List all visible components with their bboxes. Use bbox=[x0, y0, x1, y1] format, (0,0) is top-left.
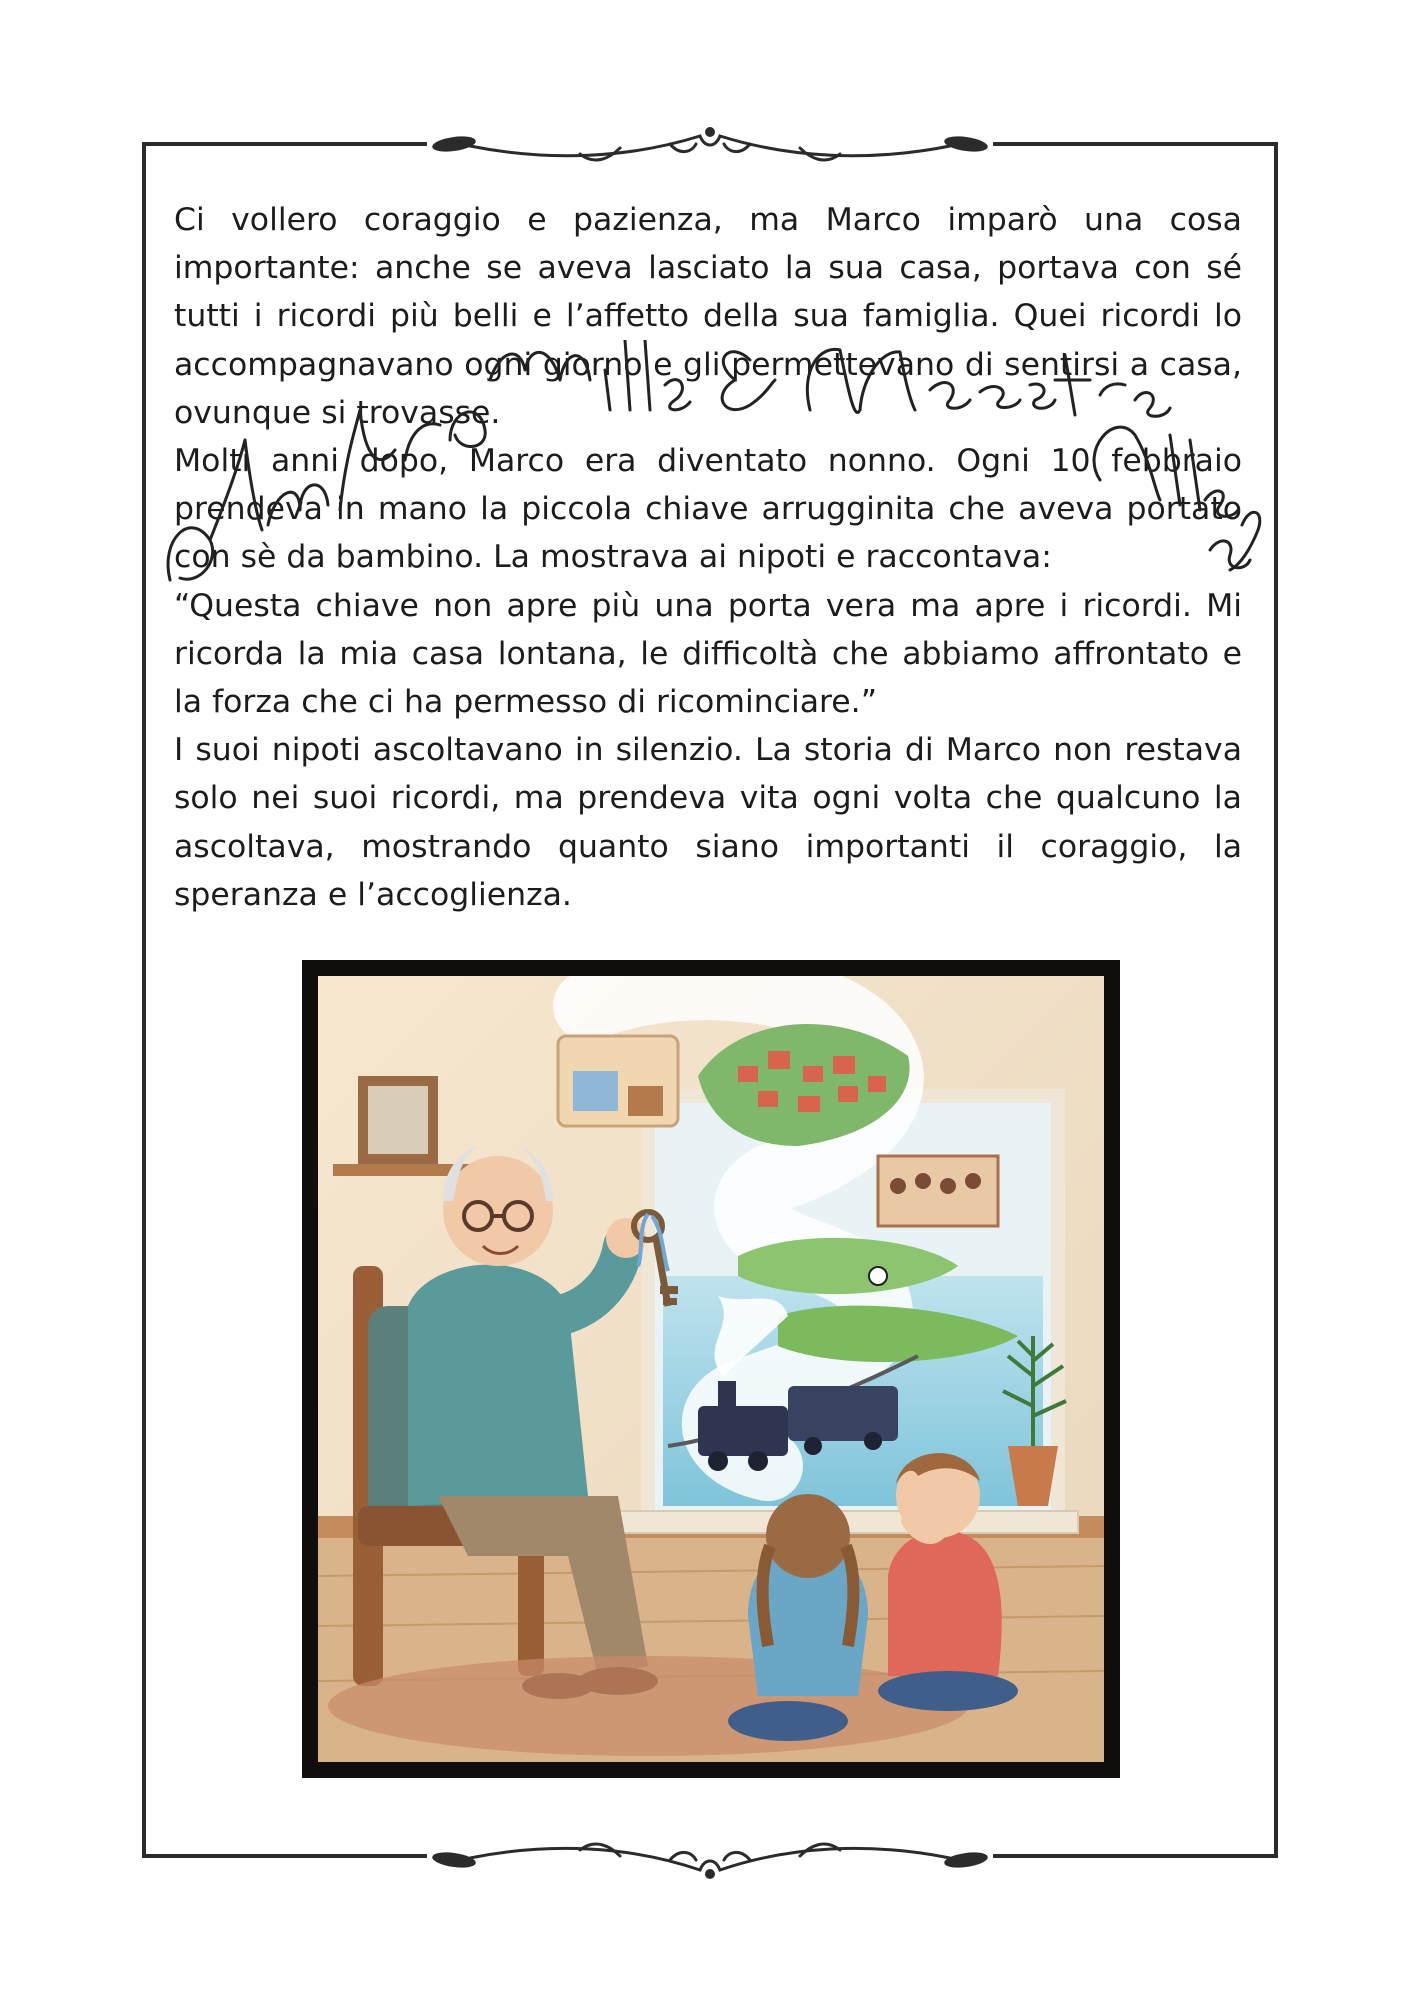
frame-bottom-left bbox=[142, 1854, 427, 1858]
paragraph-1: Ci vollero coraggio e pazienza, ma Marco imparò una cosa importante: anche se aveva lasciato la sua casa, portava con sé tutti i ricordi più belli e l’affetto della sua famiglia. Quei ricordi lo accompagnavano ogni giorno e gli permettevano di sentirsi a casa, ovunque si trovasse. bbox=[174, 202, 1242, 431]
frame-top-right bbox=[993, 142, 1278, 146]
paragraph-3: “Questa chiave non apre più una porta vera ma apre i ricordi. Mi ricorda la mia casa lontana, le difficoltà che abbiamo affrontato e la forza che ci ha permesso di ricominciare.” bbox=[174, 587, 1242, 721]
grandfather-key-illustration bbox=[318, 976, 1104, 1762]
bottom-ornament-icon bbox=[430, 1830, 990, 1890]
top-ornament-icon bbox=[430, 118, 990, 178]
paragraph-4: I suoi nipoti ascoltavano in silenzio. La storia di Marco non restava solo nei suoi ricordi, ma prendeva vita ogni volta che qualcuno la ascoltava, mostrando quanto siano importanti il coraggio, la speranza e l’accoglienza. bbox=[174, 732, 1242, 913]
illustration-frame bbox=[302, 960, 1120, 1778]
frame-left bbox=[142, 142, 146, 1858]
paragraph-2: Molti anni dopo, Marco era diventato nonno. Ogni 10 febbraio prendeva in mano la piccola chiave arrugginita che aveva portato con sè da bambino. La mostrava ai nipoti e raccontava: bbox=[174, 443, 1242, 576]
frame-right bbox=[1274, 142, 1278, 1858]
frame-bottom-right bbox=[993, 1854, 1278, 1858]
frame-top-left bbox=[142, 142, 427, 146]
story-text bbox=[174, 196, 1242, 919]
